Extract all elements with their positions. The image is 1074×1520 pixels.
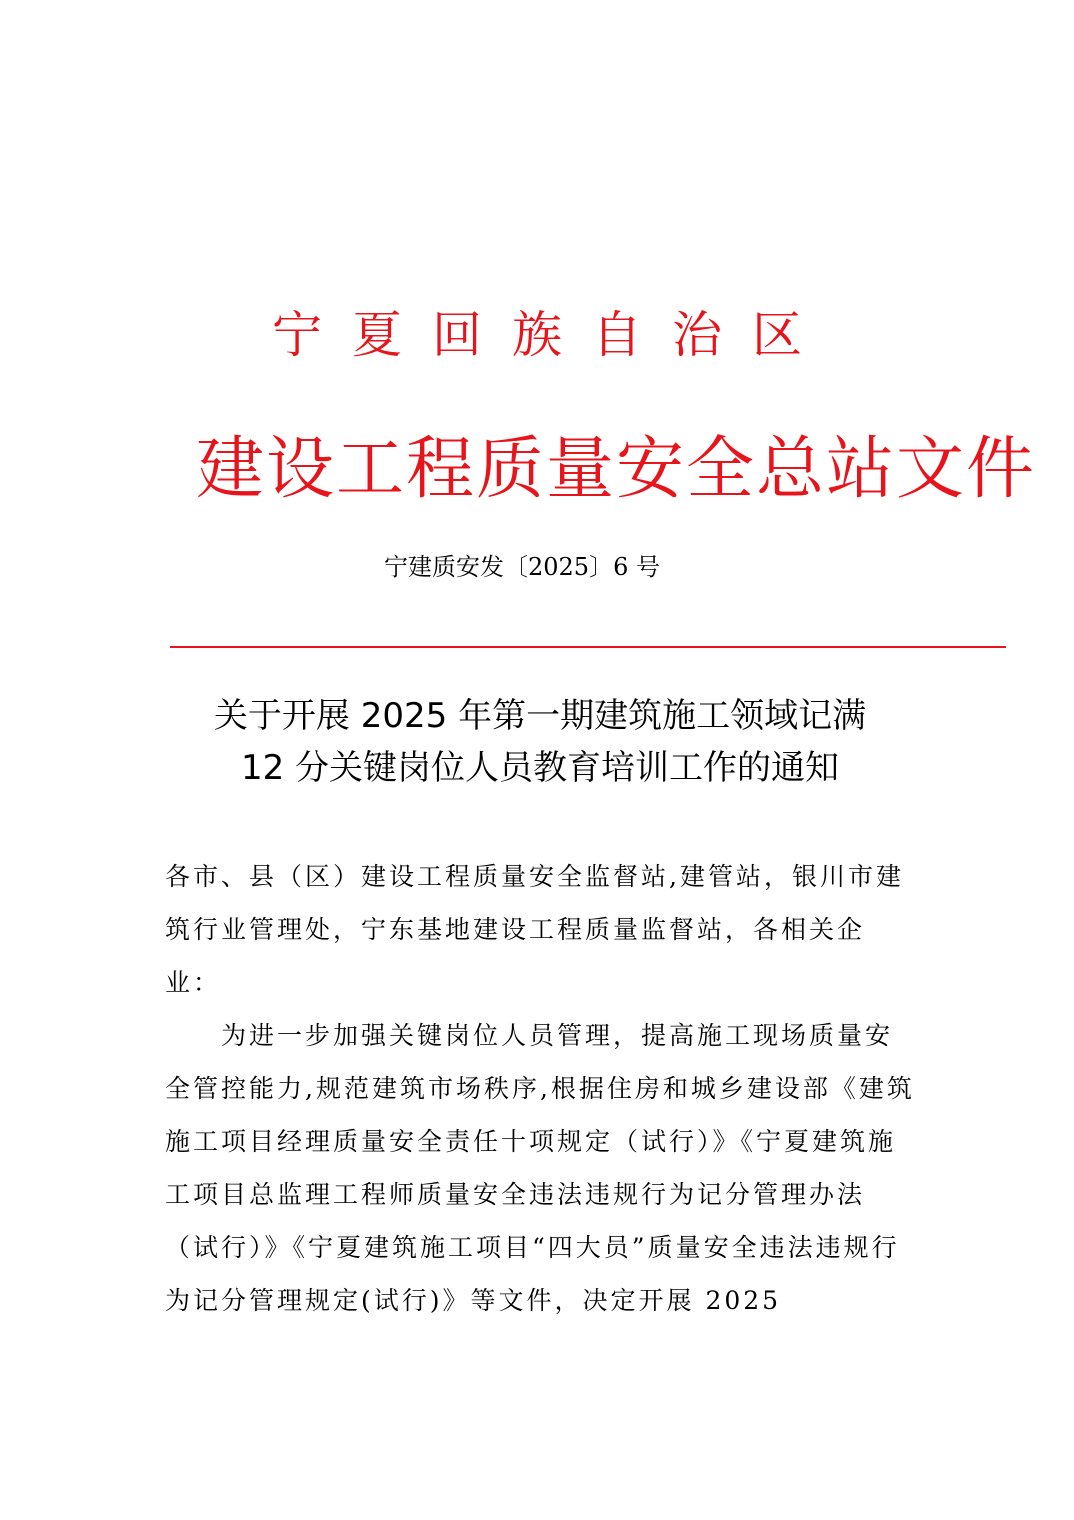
issuer-region: 宁夏回族自治区 [272,306,832,364]
red-divider-line [170,646,1006,648]
title-line-1: 关于开展 2025 年第一期建筑施工领域记满 [213,696,867,736]
title-line-2: 12 分关键岗位人员教育培训工作的通知 [240,748,840,788]
body-paragraph: 为进一步加强关键岗位人员管理，提高施工现场质量安全管控能力,规范建筑市场秩序,根据住房和城乡建设部《建筑施工项目经理质量安全责任十项规定（试行）》《宁夏建筑施工项目总监理工程师质量安全违法违规行为记分管理办法（试行）》《宁夏建筑施工项目“四大员”质量安全违法违规行为记分管理规定(试行)》等文件，决定开展 2025 [165,1021,915,1315]
document-title [140,690,940,794]
document-body [165,850,915,1327]
issuer-name: 建设工程质量安全总站文件 [196,430,1037,509]
salutation: 各市、县（区）建设工程质量安全监督站,建管站，银川市建筑行业管理处，宁东基地建设工程质量监督站，各相关企业： [165,862,904,997]
document-number: 宁建质安发〔2025〕6 号 [384,553,660,581]
